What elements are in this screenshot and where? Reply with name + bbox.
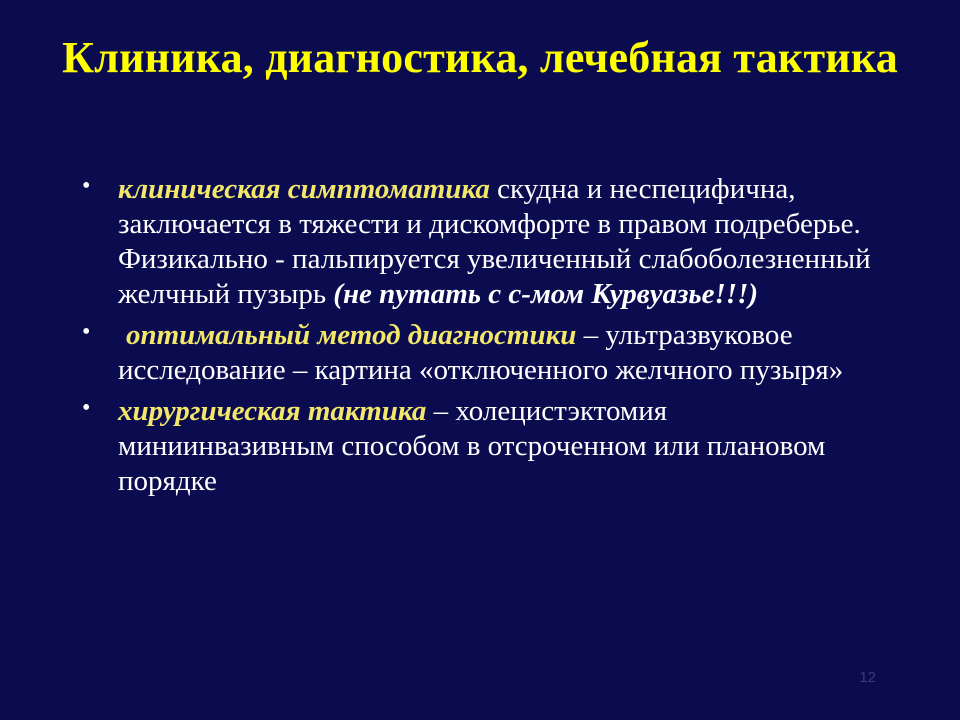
bullet-item-diagnostics (76, 318, 876, 388)
bullet-icon: • (82, 173, 91, 199)
bullet-text: – ультразвуковое исследование – картина «отключенного желчного пузыря» (118, 319, 844, 386)
bullet-icon: • (82, 319, 91, 345)
bullet-item-clinical-symptoms (76, 172, 876, 312)
bullet-term: клиническая симптоматика (118, 173, 490, 205)
slide-title: Клиника, диагностика, лечебная тактика (62, 33, 898, 82)
bullet-icon: • (82, 395, 91, 421)
bullet-text: скудна и неспецифична, заключается в тяжести и дискомфорте в правом подреберье. Физикально - пальпируется увеличенный слабоболезненный желчный пузырь (118, 173, 871, 310)
bullet-text: – холецистэктомия миниинвазивным способом в отсроченном или плановом порядке (118, 395, 826, 497)
bullet-term: хирургическая тактика (118, 395, 427, 427)
bullet-note: (не путать с с-мом Курвуазье!!!) (333, 278, 759, 310)
bullet-term: оптимальный метод диагностики (126, 319, 577, 351)
page-number: 12 (859, 669, 876, 686)
bullet-list (76, 172, 876, 505)
bullet-item-surgical-tactics (76, 394, 876, 499)
